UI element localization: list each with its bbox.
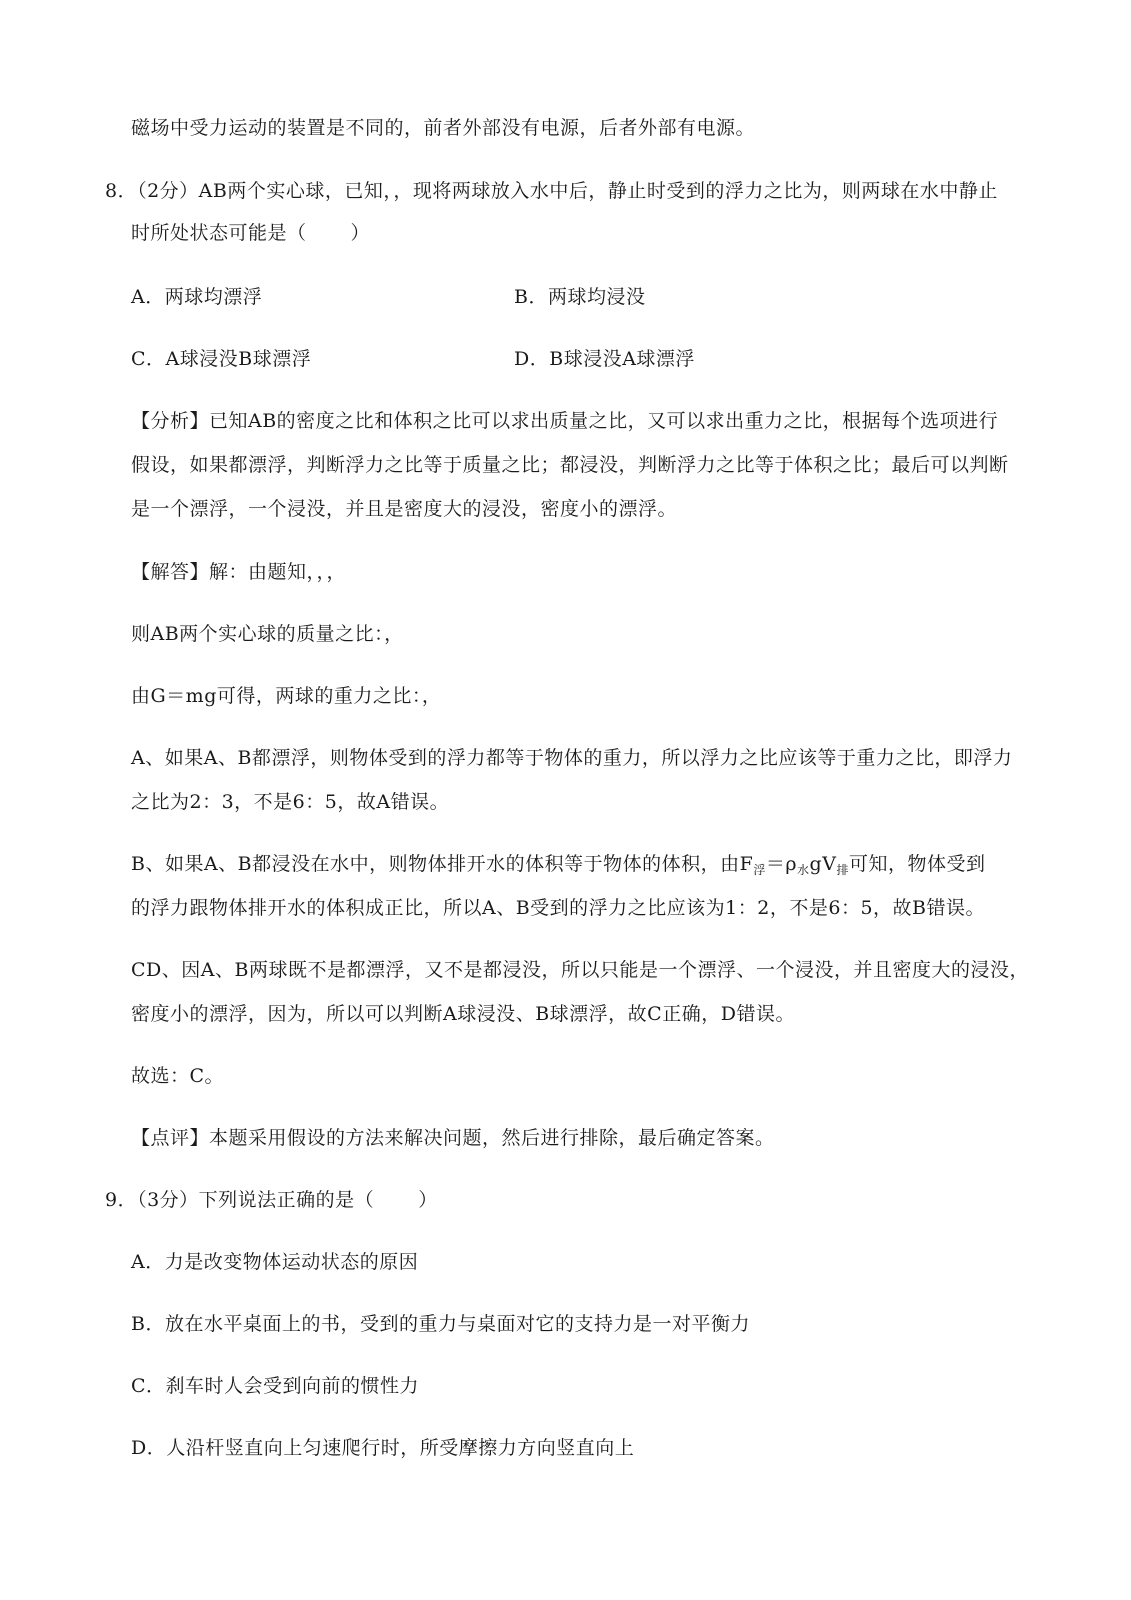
q8-option-d: D．B球浸没A球漂浮: [514, 348, 695, 370]
subscript: 水: [797, 863, 810, 877]
subscript: 浮: [753, 863, 766, 877]
text-segment: 可知，物体受到: [848, 853, 986, 875]
q9-option-b: B．放在水平桌面上的书，受到的重力与桌面对它的支持力是一对平衡力: [131, 1313, 750, 1335]
q8-explain-b-line1: [131, 851, 985, 877]
q9-stem-close: ）: [418, 1189, 438, 1211]
q8-analysis-line3: 是一个漂浮，一个浸没，并且是密度大的浸没，密度小的漂浮。: [131, 498, 678, 520]
q8-option-a: A．两球均漂浮: [131, 286, 263, 308]
previous-answer-tail: 磁场中受力运动的装置是不同的，前者外部没有电源，后者外部有电源。: [131, 117, 756, 139]
q8-stem-line1: 8．（2分）AB两个实心球，已知，，现将两球放入水中后，静止时受到的浮力之比为，则两球在水中静止: [105, 180, 998, 202]
q8-option-b: B．两球均浸没: [514, 286, 646, 308]
text-segment: B、如果A、B都浸没在水中，则物体排开水的体积等于物体的体积，由F: [131, 853, 754, 875]
q8-gravity-ratio: 由G＝mg可得，两球的重力之比：，: [131, 685, 442, 707]
q9-stem: [105, 1187, 438, 1213]
text-segment: gV: [809, 853, 837, 875]
q8-explain-cd-line1: CD、因A、B两球既不是都漂浮，又不是都浸没，所以只能是一个漂浮、一个浸没，并且密度大的浸没，: [131, 959, 1029, 981]
text-segment: ＝ρ: [765, 853, 798, 875]
q8-explain-a-line2: 之比为2：3，不是6：5，故A错误。: [131, 791, 450, 813]
q8-stem-line2: [131, 220, 370, 246]
q8-option-c: C．A球浸没B球漂浮: [131, 348, 312, 370]
subscript: 排: [836, 863, 849, 877]
q8-stem-close: ）: [350, 222, 371, 244]
q8-answer-intro: 【解答】解：由题知，，，: [131, 561, 347, 583]
q8-explain-a-line1: A、如果A、B都漂浮，则物体受到的浮力都等于物体的重力，所以浮力之比应该等于重力之比，即浮力: [131, 747, 1013, 769]
q8-stem-text: 时所处状态可能是（: [131, 222, 307, 244]
q8-analysis-line2: 假设，如果都漂浮，判断浮力之比等于质量之比；都浸没，判断浮力之比等于体积之比；最后可以判断: [131, 454, 1009, 476]
q9-stem-text: 9．（3分）下列说法正确的是（: [105, 1189, 375, 1211]
q9-option-a: A．力是改变物体运动状态的原因: [131, 1251, 419, 1273]
q9-option-d: D．人沿杆竖直向上匀速爬行时，所受摩擦力方向竖直向上: [131, 1437, 635, 1459]
q8-explain-cd-line2: 密度小的漂浮，因为，所以可以判断A球浸没、B球漂浮，故C正确，D错误。: [131, 1003, 795, 1025]
q8-comment: 【点评】本题采用假设的方法来解决问题，然后进行排除，最后确定答案。: [131, 1127, 775, 1149]
q9-option-c: C．刹车时人会受到向前的惯性力: [131, 1375, 420, 1397]
q8-explain-b-line2: 的浮力跟物体排开水的体积成正比，所以A、B受到的浮力之比应该为1：2，不是6：5，故B错误。: [131, 897, 986, 919]
q8-analysis-line1: 【分析】已知AB的密度之比和体积之比可以求出质量之比，又可以求出重力之比，根据每个选项进行: [131, 410, 999, 432]
q8-mass-ratio: 则AB两个实心球的质量之比：，: [131, 623, 404, 645]
q8-final-choice: 故选：C。: [131, 1065, 225, 1087]
